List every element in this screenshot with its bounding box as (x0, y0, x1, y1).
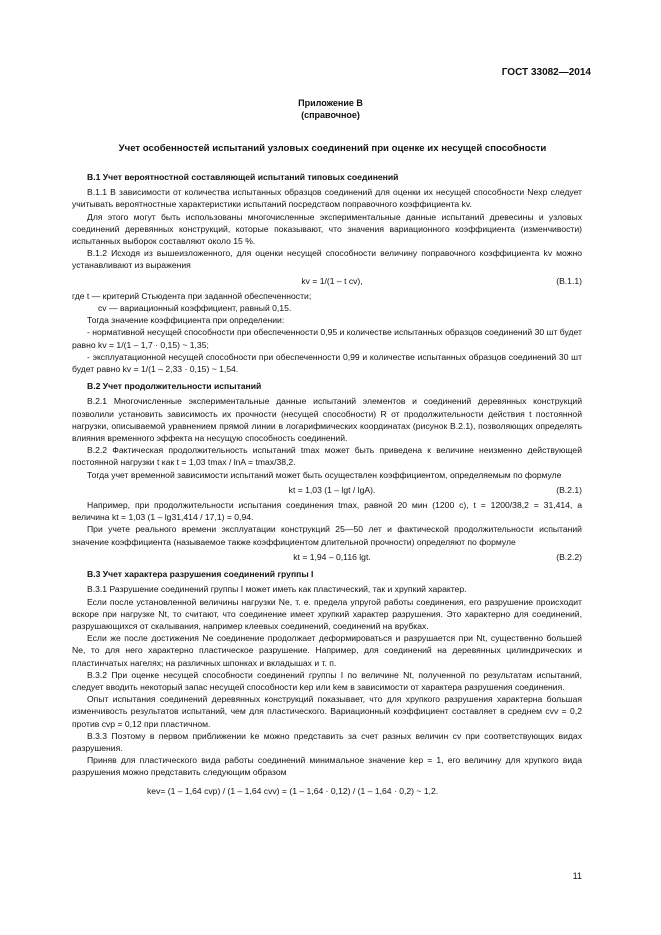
legend-line: cv — вариационный коэффициент, равный 0,15. (98, 303, 292, 314)
paragraph: В.1.1 В зависимости от количества испытанных образцов соединений для оценки их несущей способности Nexp следует учитывать вероятностные характеристики испытаний посредством поправочного коэффициента kv. (72, 187, 582, 210)
paragraph: В.2.1 Многочисленные экспериментальные данные испытаний элементов и соединений деревянных конструкций позволили установить зависимость их прочности (несущей способности) R от продолжительности действия t постоянной нагрузки, описываемой уравнением прямой линии в логарифмических координатах (рисунок В.2.1), позволяющих определять влияния временного эффекта на несущую способность соединений. (72, 396, 582, 444)
paragraph: Если после установленной величины нагрузки Ne, т. е. предела упругой работы соединения, его разрушение происходит вскоре при нагрузке Nt, то считают, что соединение имеет хрупкий характер разрушения. Это характерно для соединений, разрушающихся от скалывания, например клеевых соединений, соединений на врубках. (72, 596, 582, 631)
paragraph: - нормативной несущей способности при обеспеченности 0,95 и количестве испытанных образцов соединений 30 шт будет равно kv = 1/(1 – 1,7 · 0,15) ~ 1,35; (72, 327, 582, 350)
paragraph: В.1.2 Исходя из вышеизложенного, для оценки несущей способности величину поправочного коэффициента kv можно устанавливают из выражения (72, 248, 582, 271)
paragraph: Например, при продолжительности испытания соединения tmax, равной 20 мин (1200 с), t = 1200/38,2 = 31,414, а величина kt = 1,03 (1 – lg31,414 / 17,1) = 0,94. (72, 500, 582, 523)
paragraph: - эксплуатационной несущей способности при обеспеченности 0,99 и количестве испытанных образцов соединений 30 шт будет равно kv = 1/(1 – 2,33 · 0,15) ~ 1,54. (72, 351, 582, 375)
formula-b21 (72, 484, 582, 496)
paragraph: В.3.2 При оценке несущей способности соединений группы I по величине Nt, полученной по результатам испытаний, следует вводить некоторый запас несущей способности kep или kем в зависимости от характера разрушения соединения. (72, 669, 582, 692)
formula-b11 (72, 275, 582, 287)
formula-expression: kt = 1,03 (1 – lgt / lgA). (288, 484, 376, 495)
formula-b22 (72, 551, 582, 563)
paragraph: Для этого могут быть использованы многочисленные экспериментальные данные испытаний древесины и узловых соединений деревянных конструкций, которые показывают, что значения вариационного коэффициента (изменчивости) испытанных выборок составляют около 15 %. (72, 211, 582, 247)
formula-expression: kt = 1,94 – 0,116 lgt. (293, 551, 371, 562)
paragraph: В.2.2 Фактическая продолжительность испытаний tmax может быть приведена к величине неизменно действующей постоянной нагрузки t как t = 1,03 tmax / lnA = tmax/38,2. (72, 445, 582, 468)
formula-expression: kv = 1/(1 – t cv), (301, 275, 363, 286)
section-b1-heading: В.1 Учет вероятностной составляющей испытаний типовых соединений (87, 172, 399, 182)
paragraph: При учете реального времени эксплуатации конструкций 25—50 лет и фактической продолжительности испытаний значение коэффициента (называемое также коэффициентом длительной прочности) определяют по формуле (72, 524, 582, 547)
appendix-heading (0, 98, 661, 121)
page-number: 11 (572, 871, 582, 881)
legend-line: где t — критерий Стьюдента при заданной обеспеченности; (72, 290, 312, 301)
paragraph: В.3.1 Разрушение соединений группы I может иметь как пластический, так и хрупкий характер. (87, 584, 467, 595)
paragraph: Если же после достижения Ne соединение продолжает деформироваться и разрушается при Nt, существенно большей Ne, то для него характерно пластическое разрушение. Например, для соединений на деревянных цилиндрических и пластинчатых нагелях; на различных шпонках и вкладышах и т. п. (72, 633, 582, 668)
standard-header: ГОСТ 33082—2014 (501, 67, 591, 78)
document-body (72, 166, 582, 797)
section-b3-heading: В.3 Учет характера разрушения соединений группы I (87, 569, 314, 580)
paragraph: Тогда значение коэффициента при определении: (87, 315, 285, 326)
appendix-title: Приложение В (298, 98, 363, 108)
document-title: Учет особенностей испытаний узловых соединений при оценке их несущей способности (118, 143, 547, 154)
formula-number: (В.2.1) (556, 484, 582, 495)
formula-number: (В.2.2) (556, 551, 582, 562)
paragraph: Тогда учет временной зависимости испытаний может быть осуществлен коэффициентом, определяемым по формуле (87, 469, 562, 480)
paragraph: Опыт испытания соединений деревянных конструкций показывает, что для хрупкого разрушения характерна большая изменчивость результатов испытаний, чем для пластического. Вариационный коэффициент составляет в среднем cvv = 0,2 против cvp = 0,12 при пластичном. (72, 694, 582, 729)
paragraph: Приняв для пластического вида работы соединений минимальное значение kep = 1, его величину для хрупкого вида разрушения можно представить следующим образом (72, 755, 582, 778)
section-b2-heading: В.2 Учет продолжительности испытаний (87, 381, 262, 392)
paragraph: В.3.3 Поэтому в первом приближении ke можно представить за счет разных величин cv при соответствующих видах разрушения. (72, 730, 582, 753)
formula-kev: kev= (1 – 1,64 cvp) / (1 – 1,64 cvv) = (1 – 1,64 · 0,12) / (1 – 1,64 · 0,2) ~ 1,2. (147, 785, 439, 796)
appendix-subtitle: (справочное) (301, 109, 360, 120)
formula-number: (В.1.1) (556, 275, 582, 286)
